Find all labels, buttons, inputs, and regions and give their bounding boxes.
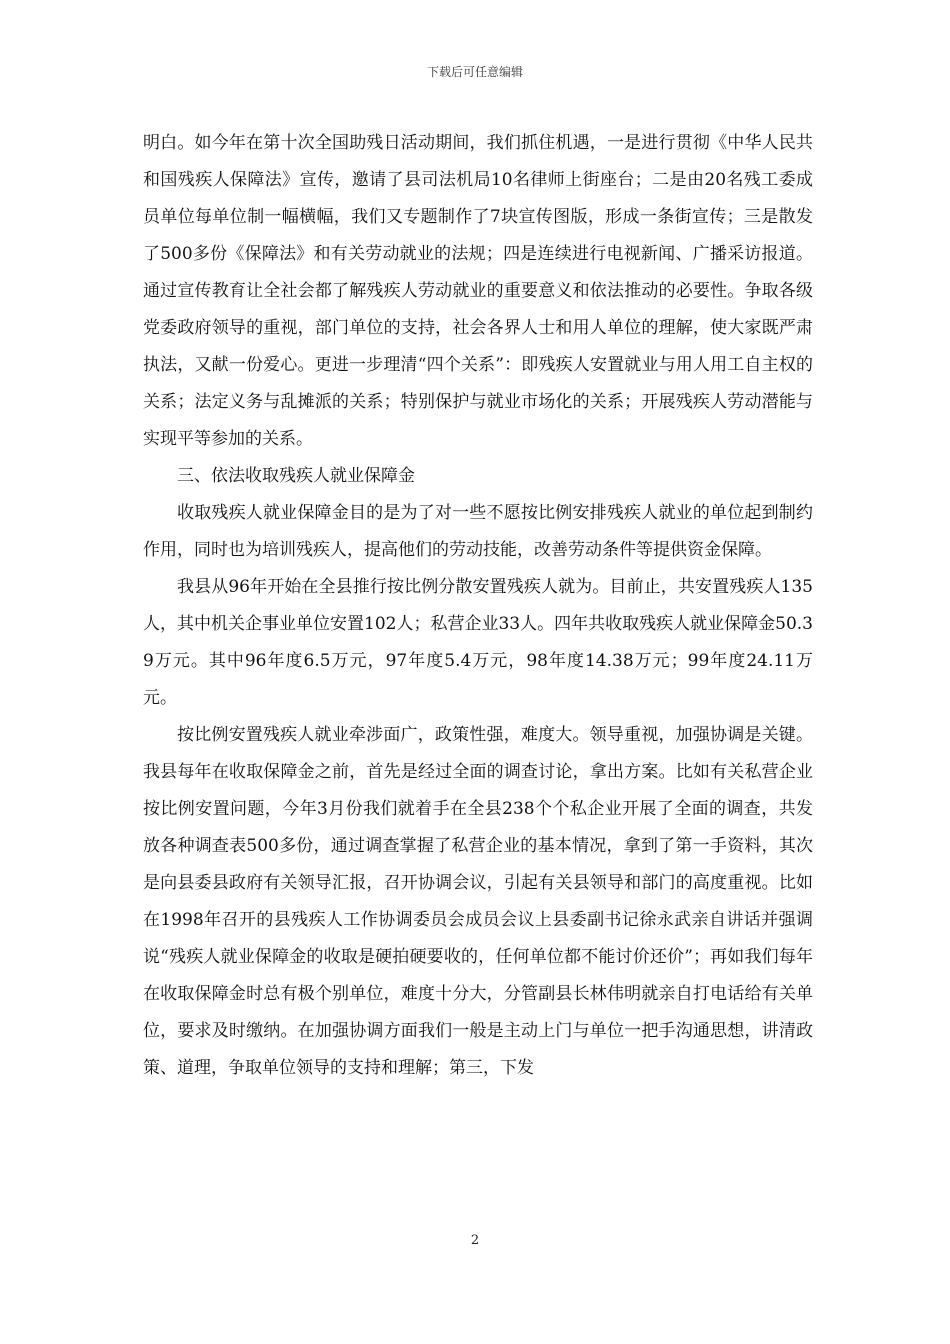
paragraph-1: 明白。如今年在第十次全国助残日活动期间，我们抓住机遇，一是进行贯彻《中华人民共和国残疾人保障法》宣传，邀请了县司法机局10名律师上街座台；二是由20名残工委成员单位每单位制一幅横幅，我们又专题制作了7块宣传图版，形成一条街宣传；三是散发了500多份《保障法》和有关劳动就业的法规；四是连续进行电视新闻、广播采访报道。通过宣传教育让全社会都了解残疾人劳动就业的重要意义和依法推动的必要性。争取各级党委政府领导的重视，部门单位的支持，社会各界人士和用人单位的理解，使大家既严肃执法，又献一份爱心。更进一步理清“四个关系”：即残疾人安置就业与用人用工自主权的关系；法定义务与乱摊派的关系；特别保护与就业市场化的关系；开展残疾人劳动潜能与实现平等参加的关系。 (143, 133, 813, 449)
document-body (143, 125, 813, 1087)
paragraph-3: 我县从96年开始在全县推行按比例分散安置残疾人就为。目前止，共安置残疾人135人，其中机关企事业单位安置102人；私营企业33人。四年共收取残疾人就业保障金50.39万元。其中96年度6.5万元，97年度5.4万元，98年度14.38万元；99年度24.11万元。 (143, 577, 813, 708)
page-header: 下载后可任意编辑 (426, 65, 523, 79)
section-heading-3: 三、依法收取残疾人就业保障金 (177, 466, 415, 486)
paragraph-4: 按比例安置残疾人就业牵涉面广，政策性强，难度大。领导重视，加强协调是关键。我县每年在收取保障金之前，首先是经过全面的调查讨论，拿出方案。比如有关私营企业按比例安置问题，今年3月份我们就着手在全县238个个私企业开展了全面的调查，共发放各种调查表500多份，通过调查掌握了私营企业的基本情况，拿到了第一手资料，其次是向县委县政府有关领导汇报，召开协调会议，引起有关县领导和部门的高度重视。比如在1998年召开的县残疾人工作协调委员会成员会议上县委副书记徐永武亲自讲话并强调说“残疾人就业保障金的收取是硬拍硬要收的，任何单位都不能讨价还价”；再如我们每年在收取保障金时总有极个别单位，难度十分大，分管副县长林伟明就亲自打电话给有关单位，要求及时缴纳。在加强协调方面我们一般是主动上门与单位一把手沟通思想，讲清政策、道理，争取单位领导的支持和理解；第三，下发 (143, 725, 813, 1078)
paragraph-2: 收取残疾人就业保障金目的是为了对一些不愿按比例安排残疾人就业的单位起到制约作用，同时也为培训残疾人，提高他们的劳动技能，改善劳动条件等提供资金保障。 (143, 503, 813, 560)
page-number: 2 (470, 1233, 480, 1248)
